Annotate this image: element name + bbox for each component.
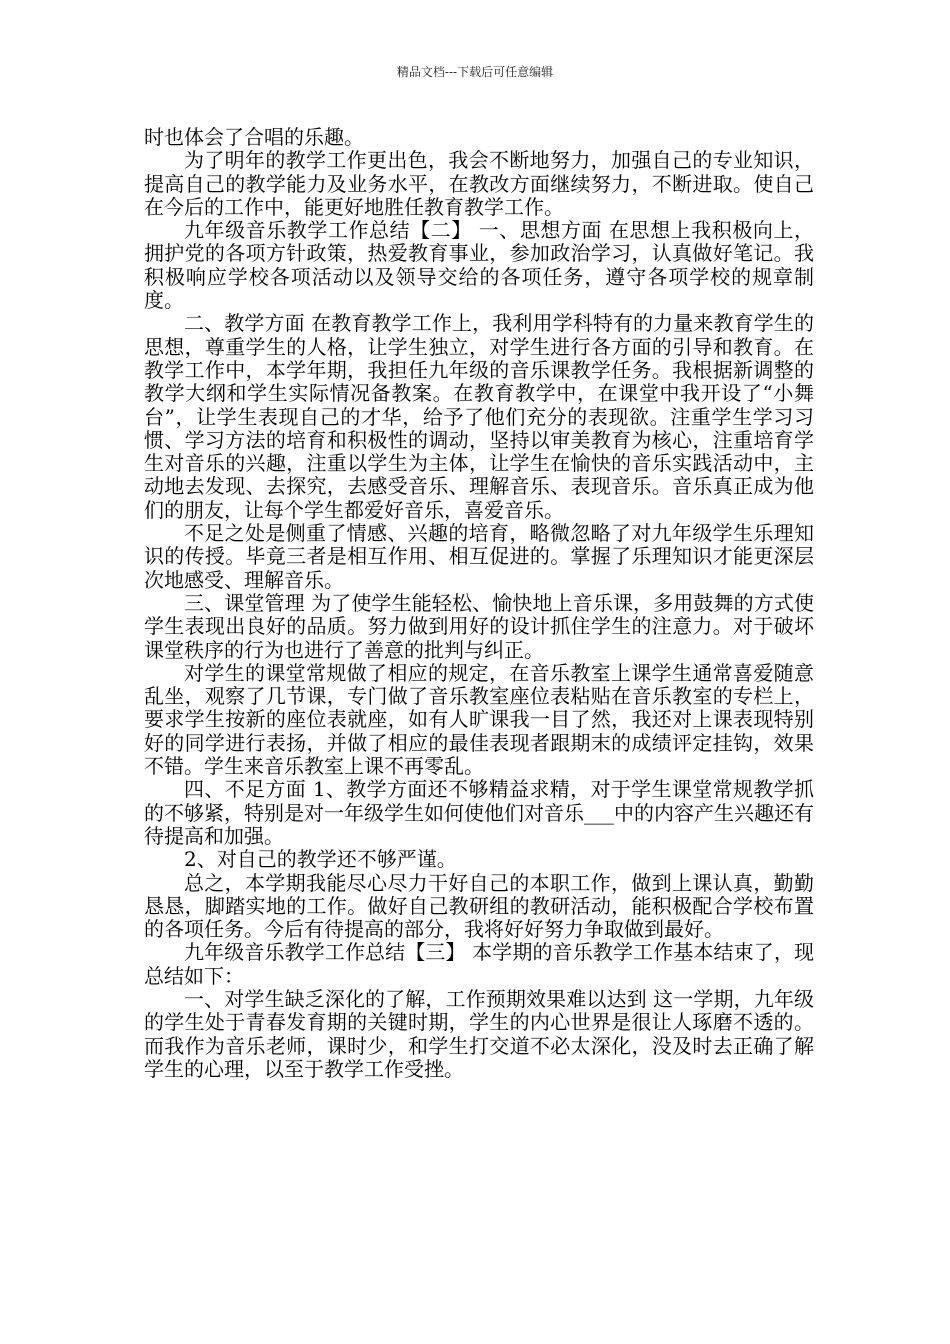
page-header: 精品文档---下载后可任意编辑 (396, 65, 554, 79)
paragraph-7: 对学生的课堂常规做了相应的规定，在音乐教室上课学生通常喜爱随意乱坐，观察了几节课，专门做了音乐教室座位表粘贴在音乐教室的专栏上，要求学生按新的座位表就座，如有人旷课我一目了然，我还对上课表现特别好的同学进行表扬，并做了相应的最佳表现者跟期末的成绩评定挂钩，效果不错。学生来音乐教室上课不再零乱。 (144, 660, 814, 779)
paragraph-3: 九年级音乐教学工作总结【二】 一、思想方面 在思想上我积极向上，拥护党的各项方针政策，热爱教育事业，参加政治学习，认真做好笔记。我积极响应学校各项活动以及领导交给的各项任务，遵守各项学校的规章制度。 (144, 218, 814, 313)
paragraph-4: 二、教学方面 在教育教学工作上，我利用学科特有的力量来教育学生的思想，尊重学生的人格，让学生独立，对学生进行各方面的引导和教育。在教学工作中，本学年期，我担任九年级的音乐课教学任务。我根据新调整的教学大纲和学生实际情况备教案。在教育教学中，在课堂中我开设了“小舞台”，让学生表现自己的才华，给予了他们充分的表现欲。注重学生学习习惯、学习方法的培育和积极性的调动，坚持以审美教育为核心，注重培育学生对音乐的兴趣，注重以学生为主体，让学生在愉快的音乐实践活动中，主动地去发现、去探究，去感受音乐、理解音乐、表现音乐。音乐真正成为他们的朋友，让每个学生都爱好音乐，喜爱音乐。 (144, 311, 814, 522)
paragraph-11: 九年级音乐教学工作总结【三】 本学期的音乐教学工作基本结束了，现总结如下： (144, 940, 814, 988)
paragraph-1: 时也体会了合唱的乐趣。 (144, 125, 364, 149)
paragraph-12: 一、对学生缺乏深化的了解，工作预期效果难以达到 这一学期，九年级的学生处于青春发育期的关键时期，学生的内心世界是很让人琢磨不透的。而我作为音乐老师，课时少，和学生打交道不必太深化，没及时去正确了解学生的心理，以至于教学工作受挫。 (144, 986, 814, 1081)
paragraph-9: 2、对自己的教学还不够严谨。 (184, 847, 457, 872)
paragraph-6: 三、课堂管理 为了使学生能轻松、愉快地上音乐课，多用鼓舞的方式使学生表现出良好的品质。努力做到用好的设计抓住学生的注意力。对于破坏课堂秩序的行为也进行了善意的批判与纠正。 (144, 590, 814, 662)
paragraph-2: 为了明年的教学工作更出色，我会不断地努力，加强自己的专业知识，提高自己的教学能力及业务水平，在教改方面继续努力，不断进取。使自己在今后的工作中，能更好地胜任教育教学工作。 (144, 148, 814, 219)
paragraph-10: 总之，本学期我能尽心尽力干好自己的本职工作，做到上课认真，勤勤恳恳，脚踏实地的工作。做好自己教研组的教研活动，能积极配合学校布置的各项任务。今后有待提高的部分，我将好好努力争取做到最好。 (144, 870, 814, 942)
paragraph-8: 四、不足方面 1、教学方面还不够精益求精，对于学生课堂常规教学抓的不够紧，特别是对一年级学生如何使他们对音乐___中的内容产生兴趣还有待提高和加强。 (144, 777, 814, 848)
paragraph-5: 不足之处是侧重了情感、兴趣的培育，略微忽略了对九年级学生乐理知识的传授。毕竟三者是相互作用、相互促进的。掌握了乐理知识才能更深层次地感受、理解音乐。 (144, 521, 814, 592)
document-body (144, 126, 814, 1081)
